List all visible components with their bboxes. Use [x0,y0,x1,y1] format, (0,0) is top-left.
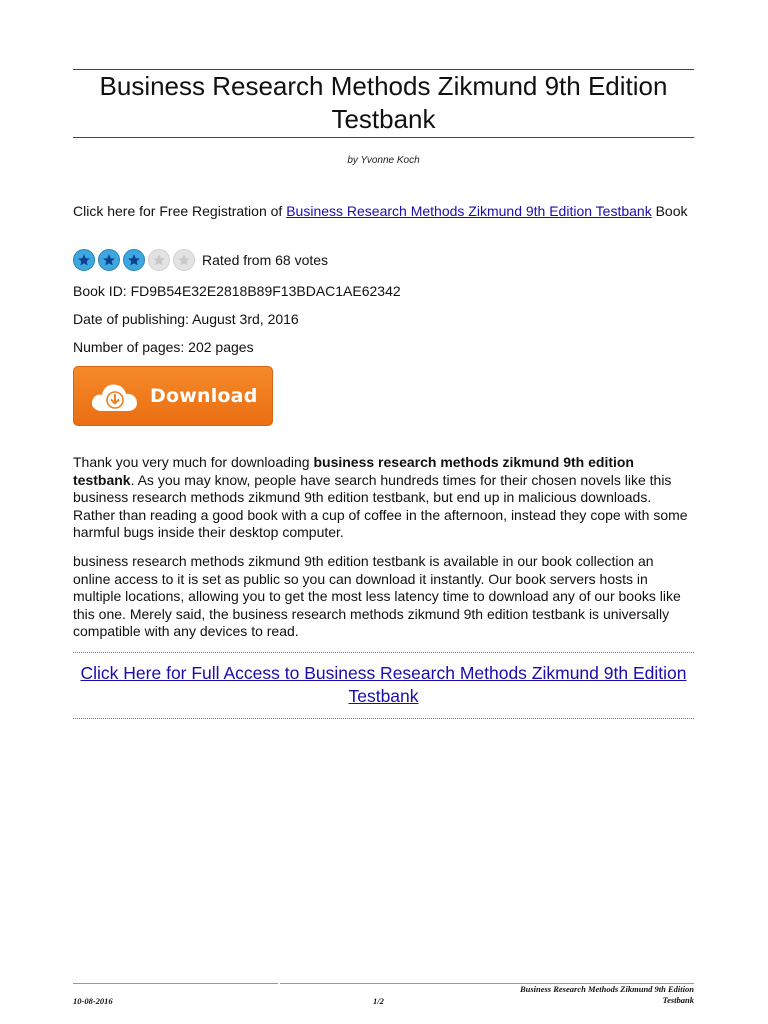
author-line: by Yvonne Koch [347,155,420,166]
intro-bold-title: business research methods zikmund 9th edition testbank [73,454,634,488]
full-access-line [73,662,694,708]
star-empty-icon [173,249,195,271]
registration-link[interactable]: Business Research Methods Zikmund 9th Edition Testbank [286,203,652,219]
footer-page-number: 1/2 [373,996,384,1006]
download-button[interactable] [73,366,273,426]
intro-text: Thank you very much for downloading [73,454,314,470]
download-label: Download [150,385,258,407]
footer-title: Business Research Methods Zikmund 9th Edition Testbank [519,984,694,1005]
rating [73,249,694,271]
document-title: Business Research Methods Zikmund 9th Edition Testbank [99,71,668,134]
book-id: Book ID: FD9B54E32E2818B89F13BDAC1AE62342 [73,283,401,299]
registration-suffix: Book [651,203,688,219]
cloud-download-icon [88,378,140,414]
registration-line [73,203,694,220]
page-count: Number of pages: 202 pages [73,339,254,355]
intro-paragraph [73,454,694,542]
publish-date: Date of publishing: August 3rd, 2016 [73,311,299,327]
footer-date: 10-08-2016 [73,996,113,1006]
star-icon [98,249,120,271]
star-empty-icon [148,249,170,271]
rating-text: Rated from 68 votes [202,252,329,268]
full-access-link[interactable]: Click Here for Full Access to Business Research Methods Zikmund 9th Edition Testbank [80,663,687,706]
title-bottom-rule [73,137,694,138]
availability-paragraph: business research methods zikmund 9th edition testbank is available in our book collection an online access to it is set as public so you can download it instantly. Our book servers hosts in multiple locations, allowing you to get the most less latency time to download any of our books like this one. Merely said, the business research methods zikmund 9th edition testbank is universally compatible with any devices to read. [73,553,681,639]
star-icon [73,249,95,271]
registration-prefix: Click here for Free Registration of [73,203,287,219]
intro-rest: . As you may know, people have search hundreds times for their chosen novels like this business research methods zikmund 9th edition testbank, but end up in malicious downloads. Rather than reading a good book with a cup of coffee in the afternoon, instead they cope with some harmful bugs inside their desktop computer. [73,471,688,540]
dotted-divider [73,652,694,653]
document-page [73,0,694,1024]
footer-rule [73,983,278,984]
star-icon [123,249,145,271]
dotted-divider [73,718,694,719]
